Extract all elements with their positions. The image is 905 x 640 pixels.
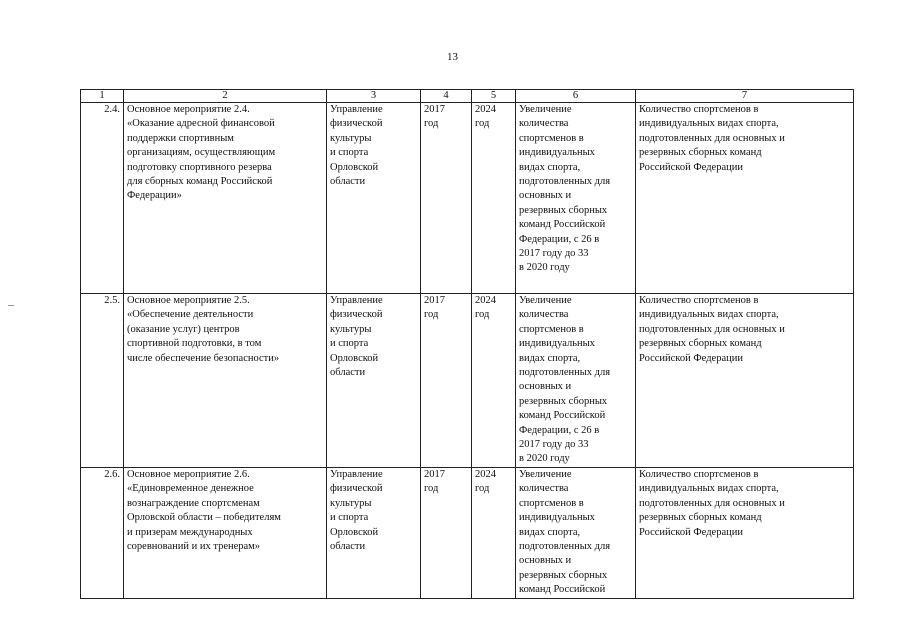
column-header-2: 2 xyxy=(124,90,327,103)
event-title: Основное мероприятие 2.5. «Обеспечение деятельности (оказание услуг) центров спортивной подготовки, в том числе обеспечение безопасности» xyxy=(124,294,327,468)
start-year: 2017 год xyxy=(421,294,472,468)
executor: Управление физической культуры и спорта Орловской области xyxy=(327,294,421,468)
page-number: 13 xyxy=(447,51,458,63)
header-row xyxy=(81,90,854,103)
column-header-5: 5 xyxy=(472,90,516,103)
expected-result: Увеличение количества спортсменов в индивидуальных видах спорта, подготовленных для основных и резервных сборных команд Российской Федерации, с 26 в 2017 году до 33 в 2020 году xyxy=(516,294,636,468)
executor: Управление физической культуры и спорта Орловской области xyxy=(327,103,421,294)
column-header-4: 4 xyxy=(421,90,472,103)
table-row xyxy=(81,103,854,294)
event-title: Основное мероприятие 2.4. «Оказание адресной финансовой поддержки спортивным организациям, осуществляющим подготовку спортивного резерва для сборных команд Российской Федерации» xyxy=(124,103,327,294)
table-row xyxy=(81,467,854,598)
row-number: 2.6. xyxy=(81,467,124,598)
expected-result: Увеличение количества спортсменов в индивидуальных видах спорта, подготовленных для основных и резервных сборных команд Российской xyxy=(516,467,636,598)
start-year: 2017 год xyxy=(421,467,472,598)
indicator: Количество спортсменов в индивидуальных видах спорта, подготовленных для основных и резервных сборных команд Российской Федерации xyxy=(636,467,854,598)
column-header-6: 6 xyxy=(516,90,636,103)
end-year: 2024 год xyxy=(472,467,516,598)
row-number: 2.4. xyxy=(81,103,124,294)
row-number: 2.5. xyxy=(81,294,124,468)
end-year: 2024 год xyxy=(472,294,516,468)
column-header-7: 7 xyxy=(636,90,854,103)
column-header-1: 1 xyxy=(81,90,124,103)
start-year: 2017 год xyxy=(421,103,472,294)
indicator: Количество спортсменов в индивидуальных видах спорта, подготовленных для основных и резервных сборных команд Российской Федерации xyxy=(636,103,854,294)
executor: Управление физической культуры и спорта Орловской области xyxy=(327,467,421,598)
margin-mark xyxy=(8,305,14,306)
column-header-3: 3 xyxy=(327,90,421,103)
indicator: Количество спортсменов в индивидуальных видах спорта, подготовленных для основных и резервных сборных команд Российской Федерации xyxy=(636,294,854,468)
end-year: 2024 год xyxy=(472,103,516,294)
table-row xyxy=(81,294,854,468)
expected-result: Увеличение количества спортсменов в индивидуальных видах спорта, подготовленных для основных и резервных сборных команд Российской Федерации, с 26 в 2017 году до 33 в 2020 году xyxy=(516,103,636,294)
event-title: Основное мероприятие 2.6. «Единовременное денежное вознаграждение спортсменам Орловской области – победителям и призерам международных соревнований и их тренерам» xyxy=(124,467,327,598)
activities-table xyxy=(80,89,854,599)
